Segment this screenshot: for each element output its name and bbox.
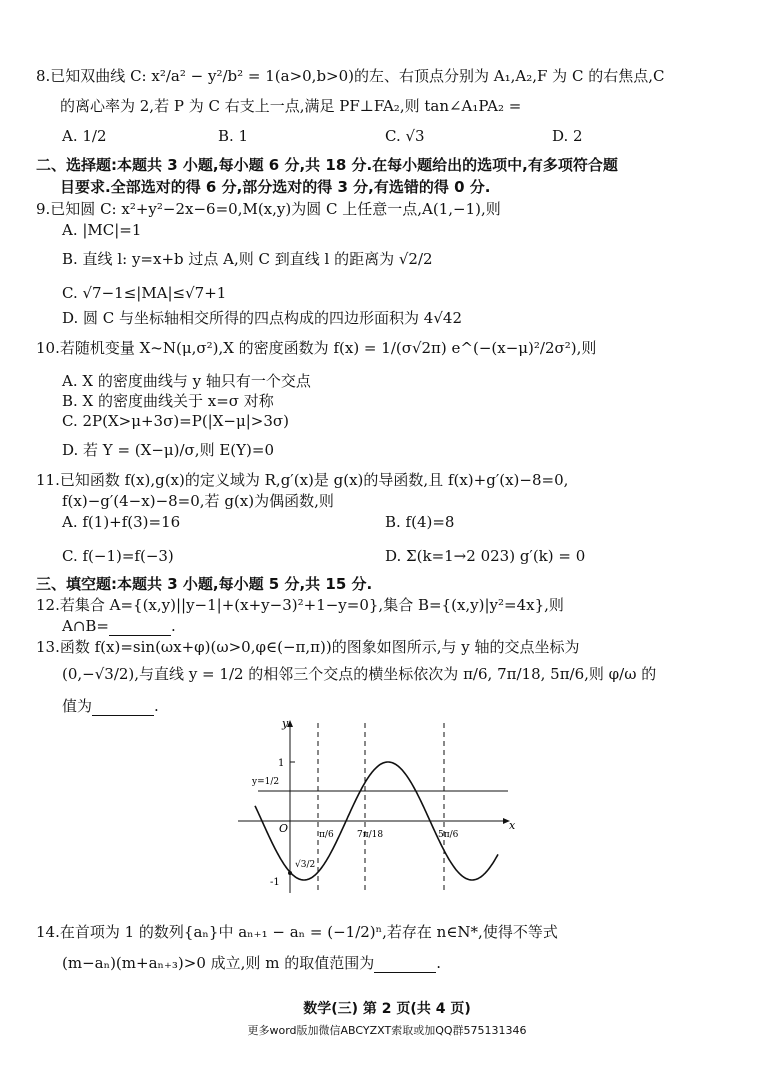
q10-option-a: A. X 的密度曲线与 y 轴只有一个交点 bbox=[62, 372, 311, 390]
section3-heading: 三、填空题:本题共 3 小题,每小题 5 分,共 15 分. bbox=[36, 575, 373, 593]
q14-line1: 14.在首项为 1 的数列{aₙ}中 aₙ₊₁ − aₙ = (−1/2)ⁿ,若存在 n∈N*,使得不等式 bbox=[36, 923, 558, 941]
q11-option-b: B. f(4)=8 bbox=[385, 513, 455, 531]
origin-label: O bbox=[279, 822, 289, 835]
q12-line2: A∩B= . bbox=[62, 617, 176, 635]
q10-stem: 10.若随机变量 X~N(μ,σ²),X 的密度函数为 f(x) = 1/(σ√2π) e^(−(x−μ)²/2σ²),则 bbox=[36, 339, 597, 357]
q13-line3-text: 值为 bbox=[62, 697, 93, 715]
y-intercept-label: √3/2 bbox=[295, 860, 316, 870]
q10-option-d: D. 若 Y = (X−μ)/σ,则 E(Y)=0 bbox=[62, 441, 274, 459]
q8-line2: 的离心率为 2,若 P 为 C 右支上一点,满足 PF⊥FA₂,则 tan∠A₁PA₂ = bbox=[60, 97, 522, 115]
q9-option-b: B. 直线 l: y=x+b 过点 A,则 C 到直线 l 的距离为 √2/2 bbox=[62, 250, 433, 268]
y-one-label: 1 bbox=[278, 758, 285, 769]
q11-option-a: A. f(1)+f(3)=16 bbox=[62, 513, 181, 531]
q11-option-c: C. f(−1)=f(−3) bbox=[62, 547, 174, 565]
q9-option-a: A. |MC|=1 bbox=[62, 221, 142, 239]
q10-option-b: B. X 的密度曲线关于 x=σ 对称 bbox=[62, 392, 274, 410]
q12-answer-blank[interactable] bbox=[109, 619, 171, 636]
x-axis-label: x bbox=[509, 819, 516, 832]
q9-option-c: C. √7−1≤|MA|≤√7+1 bbox=[62, 284, 227, 302]
q8-option-d: D. 2 bbox=[552, 127, 583, 145]
q13-line2: (0,−√3/2),与直线 y = 1/2 的相邻三个交点的横坐标依次为 π/6, 7π/18, 5π/6,则 φ/ω 的 bbox=[62, 665, 657, 683]
y-axis-label: y bbox=[282, 717, 289, 730]
x-tick-pi-6: π/6 bbox=[319, 830, 334, 840]
section2-heading-line2: 目要求.全部选对的得 6 分,部分选对的得 3 分,有选错的得 0 分. bbox=[60, 178, 491, 196]
q14-line2: (m−aₙ)(m+aₙ₊₃)>0 成立,则 m 的取值范围为 . bbox=[62, 954, 441, 972]
footer-note: 更多word版加微信ABCYZXT索取或加QQ群575131346 bbox=[247, 1024, 527, 1037]
q8-option-a: A. 1/2 bbox=[62, 127, 107, 145]
q13-line1: 13.函数 f(x)=sin(ωx+φ)(ω>0,φ∈(−π,π))的图象如图所示,与 y 轴的交点坐标为 bbox=[36, 638, 580, 656]
q14-line2-text: (m−aₙ)(m+aₙ₊₃)>0 成立,则 m 的取值范围为 bbox=[62, 954, 375, 972]
q13-sine-graph bbox=[230, 715, 520, 900]
line-half-label: y=1/2 bbox=[252, 777, 280, 787]
y-neg-one-label: -1 bbox=[270, 877, 280, 888]
q8-line1: 8.已知双曲线 C: x²/a² − y²/b² = 1(a>0,b>0)的左、右顶点分别为 A₁,A₂,F 为 C 的右焦点,C bbox=[36, 67, 665, 85]
section2-heading-line1: 二、选择题:本题共 3 小题,每小题 6 分,共 18 分.在每小题给出的选项中,有多项符合题 bbox=[36, 156, 618, 174]
q10-option-c: C. 2P(X>μ+3σ)=P(|X−μ|>3σ) bbox=[62, 412, 289, 430]
q11-line2: f(x)−g′(4−x)−8=0,若 g(x)为偶函数,则 bbox=[62, 492, 334, 510]
q9-stem: 9.已知圆 C: x²+y²−2x−6=0,M(x,y)为圆 C 上任意一点,A(1,−1),则 bbox=[36, 200, 501, 218]
y-intercept-point bbox=[288, 871, 292, 875]
q9-option-d: D. 圆 C 与坐标轴相交所得的四点构成的四边形面积为 4√42 bbox=[62, 309, 462, 327]
q12-line2-text: A∩B= bbox=[62, 617, 109, 635]
q11-option-d: D. Σ(k=1→2 023) g′(k) = 0 bbox=[385, 547, 586, 565]
x-tick-5pi-6: 5π/6 bbox=[438, 830, 459, 840]
q13-line3: 值为 . bbox=[62, 697, 159, 715]
q13-answer-blank[interactable] bbox=[92, 699, 154, 716]
page-footer: 数学(三) 第 2 页(共 4 页) bbox=[303, 1001, 471, 1017]
q14-answer-blank[interactable] bbox=[374, 956, 436, 973]
q12-line1: 12.若集合 A={(x,y)||y−1|+(x+y−3)²+1−y=0},集合 B={(x,y)|y²=4x},则 bbox=[36, 596, 564, 614]
q8-option-b: B. 1 bbox=[218, 127, 249, 145]
q11-line1: 11.已知函数 f(x),g(x)的定义域为 R,g′(x)是 g(x)的导函数,且 f(x)+g′(x)−8=0, bbox=[36, 471, 569, 489]
x-tick-7pi-18: 7π/18 bbox=[357, 830, 384, 840]
q8-option-c: C. √3 bbox=[385, 127, 425, 145]
